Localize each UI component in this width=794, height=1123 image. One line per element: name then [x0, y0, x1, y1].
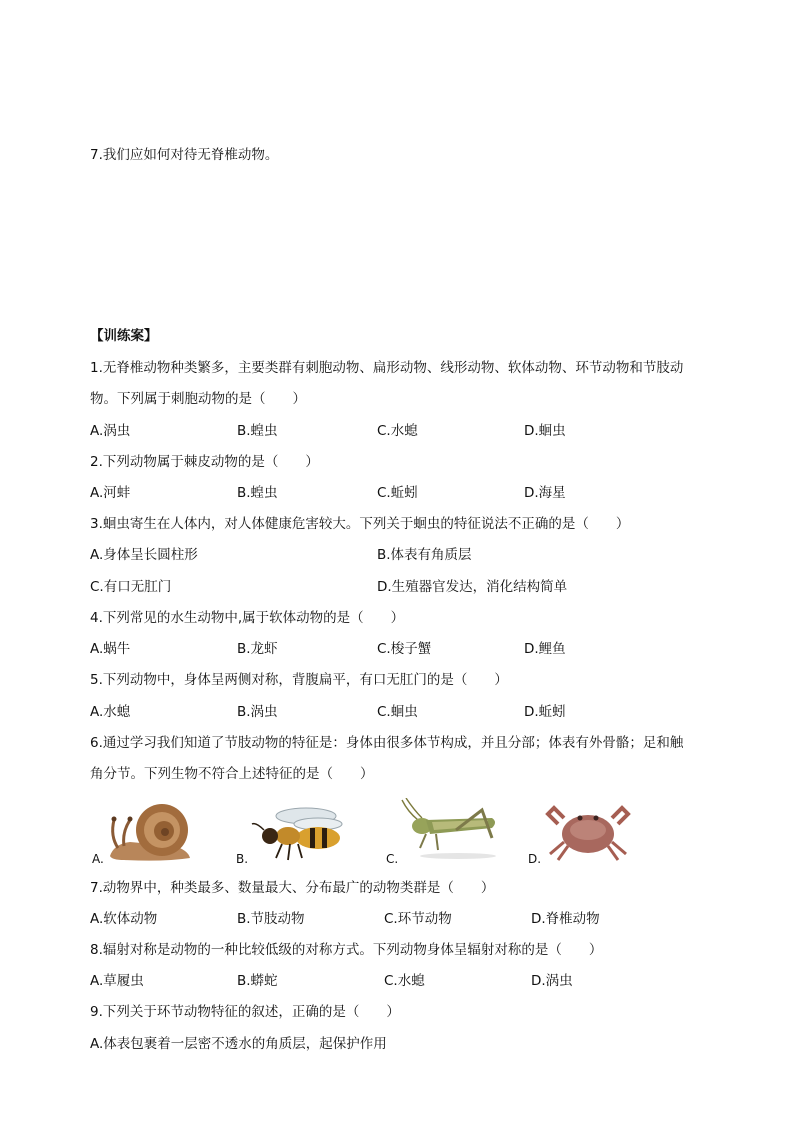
q9-option-a: A.体表包裹着一层密不透水的角质层，起保护作用 — [90, 1036, 387, 1052]
q5-text: 5.下列动物中，身体呈两侧对称，背腹扁平，有口无肛门的是（ ） — [90, 672, 508, 688]
q8-option-a: A.草履虫 — [90, 973, 144, 989]
q1-option-d: D.蛔虫 — [524, 423, 566, 439]
q6-text-line2: 角分节。下列生物不符合上述特征的是（ ） — [90, 766, 374, 782]
q5-option-d: D.蚯蚓 — [524, 704, 566, 720]
q4-option-b: B.龙虾 — [237, 641, 278, 657]
pre-question: 7.我们应如何对待无脊椎动物。 — [90, 147, 279, 163]
q1-option-c: C.水螅 — [377, 423, 418, 439]
q4-option-c: C.梭子蟹 — [377, 641, 432, 657]
q7-option-d: D.脊椎动物 — [531, 911, 600, 927]
q3-option-c: C.有口无肛门 — [90, 579, 172, 595]
q2-option-d: D.海星 — [524, 485, 566, 501]
q6-option-b: B. — [236, 852, 249, 866]
q9-text: 9.下列关于环节动物特征的叙述，正确的是（ ） — [90, 1004, 400, 1020]
q6-option-d: D. — [528, 852, 542, 866]
q2-option-a: A.河蚌 — [90, 485, 131, 501]
q1-option-a: A.涡虫 — [90, 423, 131, 439]
q7-option-b: B.节肢动物 — [237, 911, 305, 927]
crab-image — [544, 804, 632, 862]
q1-option-b: B.蝗虫 — [237, 423, 278, 439]
q1-text-line2: 物。下列属于刺胞动物的是（ ） — [90, 391, 306, 407]
q4-option-a: A.蜗牛 — [90, 641, 131, 657]
q3-option-b: B.体表有角质层 — [377, 547, 472, 563]
bee-image — [248, 806, 348, 862]
q7-option-a: A.软体动物 — [90, 911, 158, 927]
snail-image — [104, 790, 192, 862]
q6-option-c: C. — [386, 852, 399, 866]
q2-option-c: C.蚯蚓 — [377, 485, 418, 501]
q6-option-a: A. — [92, 852, 104, 866]
grasshopper-image — [396, 798, 500, 862]
q5-option-a: A.水螅 — [90, 704, 131, 720]
section-title: 【训练案】 — [90, 328, 158, 344]
q3-option-a: A.身体呈长圆柱形 — [90, 547, 198, 563]
q8-option-d: D.涡虫 — [531, 973, 573, 989]
q4-text: 4.下列常见的水生动物中,属于软体动物的是（ ） — [90, 610, 405, 626]
q2-option-b: B.蝗虫 — [237, 485, 278, 501]
q5-option-c: C.蛔虫 — [377, 704, 418, 720]
q3-option-d: D.生殖器官发达，消化结构简单 — [377, 579, 568, 595]
q1-text-line1: 1.无脊椎动物种类繁多，主要类群有刺胞动物、扁形动物、线形动物、软体动物、环节动物和节肢动 — [90, 360, 684, 376]
q7-option-c: C.环节动物 — [384, 911, 452, 927]
q8-option-c: C.水螅 — [384, 973, 425, 989]
q3-text: 3.蛔虫寄生在人体内，对人体健康危害较大。下列关于蛔虫的特征说法不正确的是（ ） — [90, 516, 630, 532]
q8-option-b: B.蟒蛇 — [237, 973, 278, 989]
q4-option-d: D.鲤鱼 — [524, 641, 566, 657]
q6-text-line1: 6.通过学习我们知道了节肢动物的特征是：身体由很多体节构成，并且分部；体表有外骨骼；足和触 — [90, 735, 684, 751]
q8-text: 8.辐射对称是动物的一种比较低级的对称方式。下列动物身体呈辐射对称的是（ ） — [90, 942, 603, 958]
q7-text: 7.动物界中，种类最多、数量最大、分布最广的动物类群是（ ） — [90, 880, 495, 896]
q2-text: 2.下列动物属于棘皮动物的是（ ） — [90, 454, 319, 470]
q5-option-b: B.涡虫 — [237, 704, 278, 720]
